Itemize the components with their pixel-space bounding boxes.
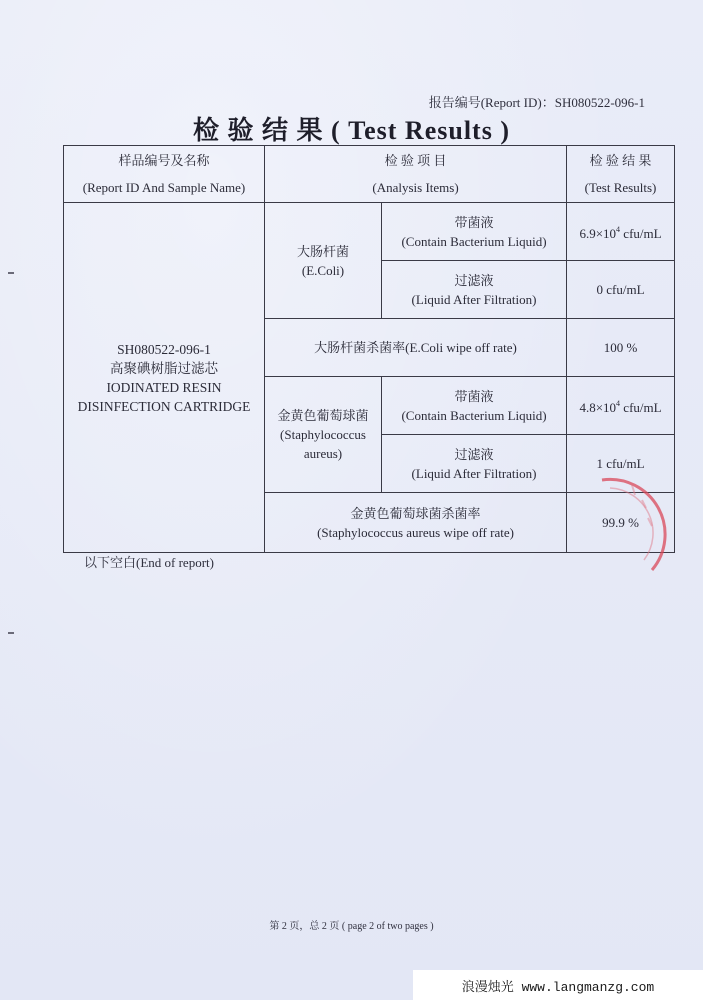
- end-of-report-note: 以下空白(End of report): [84, 555, 214, 570]
- sample-name-en-1: IODINATED RESIN: [106, 379, 222, 395]
- ecoli-name: 大肠杆菌 (E.Coli): [265, 203, 382, 319]
- margin-mark: [8, 272, 14, 274]
- staph-contain-result: $4.8\times 10^4$ cfu/mL: [567, 377, 675, 435]
- margin-mark: [8, 632, 14, 634]
- table-row: [64, 203, 675, 261]
- ecoli-filtered-liquid: 过滤液 (Liquid After Filtration): [382, 261, 567, 319]
- ecoli-rate-result: 100 %: [567, 319, 675, 377]
- sample-name-cn: 高聚碘树脂过滤芯: [110, 360, 218, 376]
- staph-name: 金黄色葡萄球菌 (Staphylococcus aureus): [265, 377, 382, 493]
- ecoli-rate-label: 大肠杆菌杀菌率(E.Coli wipe off rate): [265, 319, 567, 377]
- official-seal-stamp: [572, 460, 692, 580]
- sample-cell: [64, 203, 265, 553]
- ecoli-filtered-result: 0 cfu/mL: [567, 261, 675, 319]
- ecoli-contain-liquid: 带菌液 (Contain Bacterium Liquid): [382, 203, 567, 261]
- header-items: 检 验 项 目 (Analysis Items): [265, 146, 567, 203]
- staph-filtered-liquid: 过滤液 (Liquid After Filtration): [382, 435, 567, 493]
- header-sample: 样品编号及名称 (Report ID And Sample Name): [64, 146, 265, 203]
- table-header-row: [64, 146, 675, 203]
- sample-id: SH080522-096-1: [117, 341, 211, 357]
- header-results: 检 验 结 果 (Test Results): [567, 146, 675, 203]
- staph-contain-liquid: 带菌液 (Contain Bacterium Liquid): [382, 377, 567, 435]
- report-id: 报告编号(Report ID)：SH080522-096-1: [428, 95, 645, 110]
- ecoli-contain-result: $6.9\times 10^4$ cfu/mL: [567, 203, 675, 261]
- sample-name-en-2: DISINFECTION CARTRIDGE: [77, 398, 251, 414]
- staph-filtered-result: 1 cfu/mL: [567, 435, 675, 493]
- watermark-banner: 浪漫烛光 www.langmanzg.com: [413, 970, 703, 1000]
- staph-rate-result: 99.9 %: [567, 493, 675, 553]
- staph-rate-label: 金黄色葡萄球菌杀菌率 (Staphylococcus aureus wipe off rate): [265, 493, 567, 553]
- page-title: 检 验 结 果 ( Test Results ): [193, 116, 510, 145]
- page-number: 第 2 页，总 2 页 ( page 2 of two pages ): [269, 921, 434, 932]
